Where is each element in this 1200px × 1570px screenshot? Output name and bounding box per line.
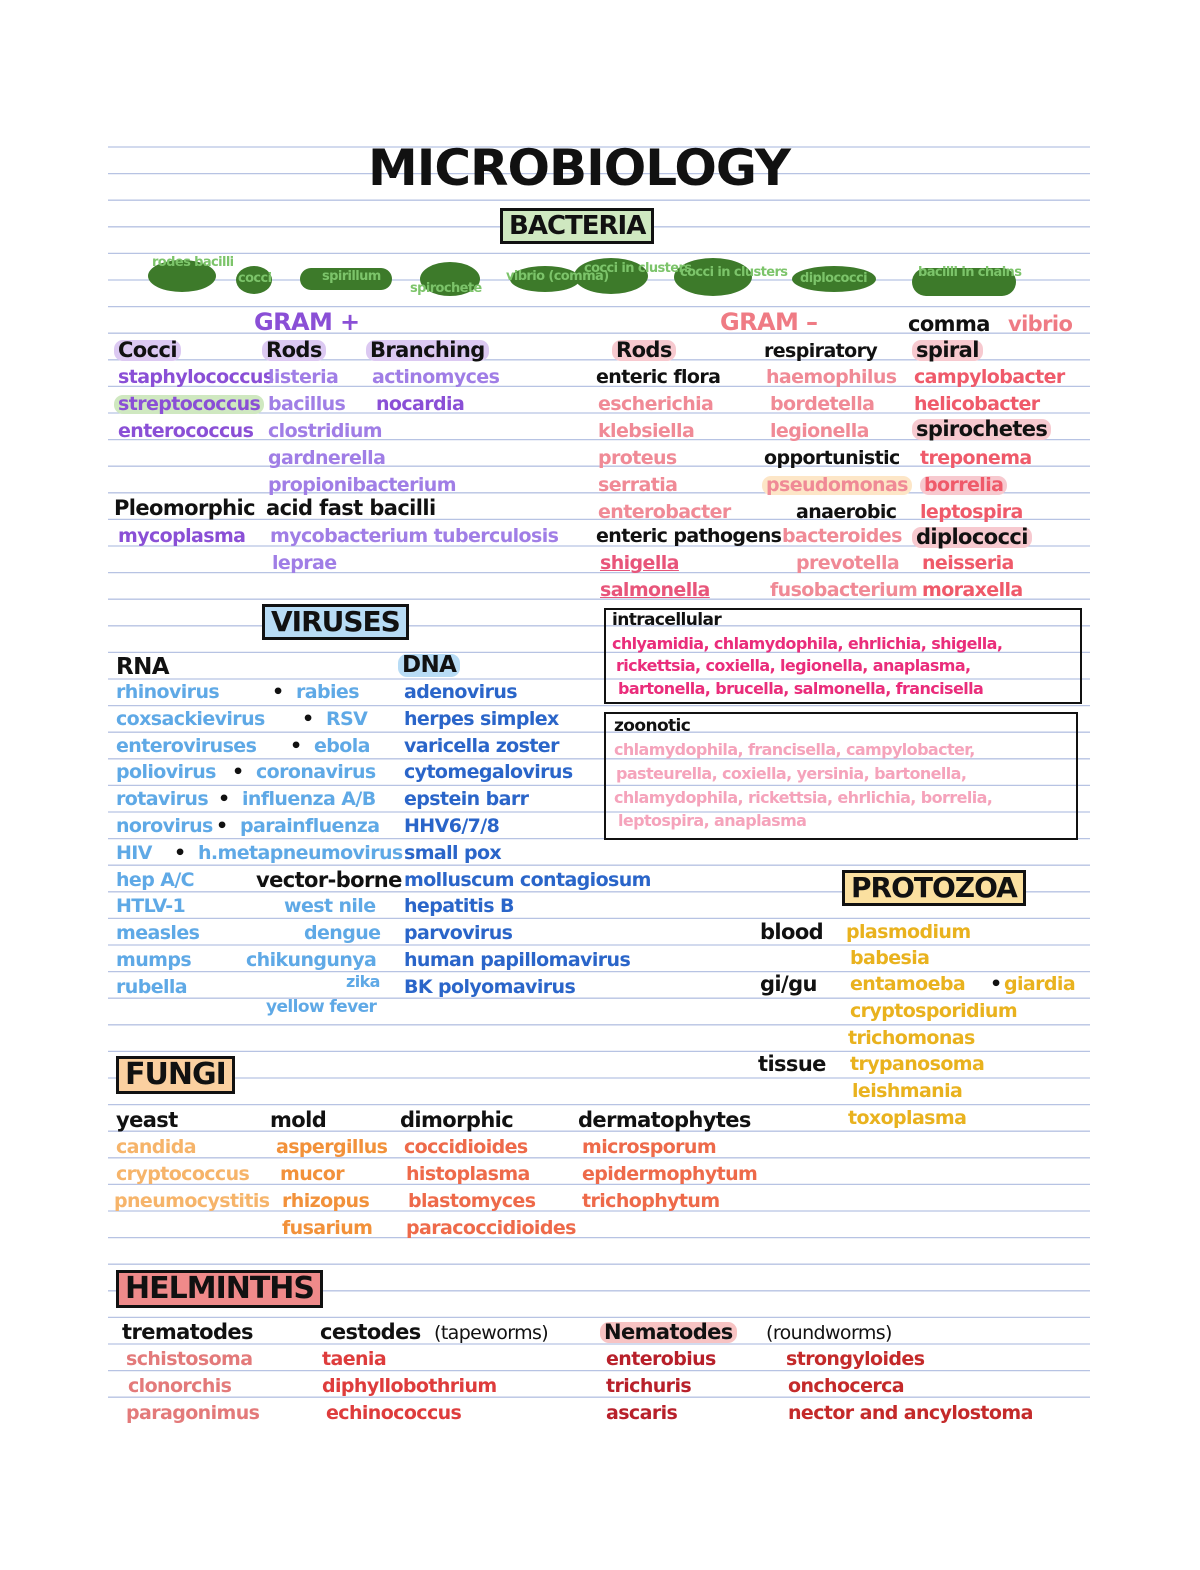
mycoplasma: mycoplasma bbox=[118, 525, 246, 547]
gram-negative-heading: GRAM – bbox=[720, 308, 818, 336]
virus-item: small pox bbox=[404, 841, 502, 864]
virus-item: rabies bbox=[296, 681, 359, 703]
paracoccidioides: paracoccidioides bbox=[406, 1217, 576, 1239]
virus-item: molluscum contagiosum bbox=[404, 868, 651, 891]
virus-item: ebola bbox=[314, 734, 370, 757]
virus-item: BK polyomavirus bbox=[404, 975, 576, 998]
enteric-flora-label: enteric flora bbox=[596, 366, 721, 388]
giardia: giardia bbox=[1004, 973, 1076, 995]
rhizopus: rhizopus bbox=[282, 1190, 370, 1212]
virus-item: poliovirus bbox=[116, 761, 216, 784]
virus-bullet: • bbox=[290, 734, 302, 757]
comma-label: comma bbox=[908, 312, 990, 336]
virus-item: herpes simplex bbox=[404, 707, 559, 730]
dengue: dengue bbox=[304, 922, 381, 944]
dimorphic-heading: dimorphic bbox=[400, 1108, 514, 1132]
borrelia: borrelia bbox=[920, 476, 1007, 495]
shape-label: diplococci bbox=[800, 271, 867, 286]
anaerobic-label: anaerobic bbox=[796, 501, 897, 523]
fungi-heading: FUNGI bbox=[116, 1056, 235, 1094]
gardnerella: gardnerella bbox=[268, 447, 386, 469]
coccidioides: coccidioides bbox=[404, 1136, 528, 1158]
enterobius: enterobius bbox=[606, 1348, 716, 1370]
microsporum: microsporum bbox=[582, 1136, 717, 1158]
listeria: listeria bbox=[268, 366, 339, 388]
clostridium: clostridium bbox=[268, 420, 382, 442]
virus-item: coronavirus bbox=[256, 761, 376, 784]
virus-item: HIV bbox=[116, 841, 152, 864]
gi-gu-label: gi/gu bbox=[760, 972, 817, 996]
branching-heading: Branching bbox=[366, 340, 489, 361]
nematodes-note: (roundworms) bbox=[766, 1322, 892, 1344]
cryptosporidium: cryptosporidium bbox=[850, 1000, 1018, 1022]
virus-bullet: • bbox=[174, 841, 186, 864]
virus-item: coxsackievirus bbox=[116, 707, 265, 730]
salmonella: salmonella bbox=[600, 579, 710, 601]
virus-item: HHV6/7/8 bbox=[404, 815, 500, 837]
mucor: mucor bbox=[280, 1163, 345, 1185]
opportunistic-label: opportunistic bbox=[764, 447, 900, 469]
cryptococcus: cryptococcus bbox=[116, 1163, 250, 1185]
leishmania: leishmania bbox=[852, 1080, 963, 1102]
virus-item: influenza A/B bbox=[242, 788, 376, 811]
haemophilus: haemophilus bbox=[766, 366, 897, 388]
protozoa-heading: PROTOZOA bbox=[842, 870, 1026, 906]
cocci-heading: Cocci bbox=[114, 340, 181, 361]
histoplasma: histoplasma bbox=[406, 1163, 530, 1185]
schistosoma: schistosoma bbox=[126, 1348, 253, 1370]
dermatophytes-heading: dermatophytes bbox=[578, 1108, 751, 1132]
virus-item: enteroviruses bbox=[116, 734, 257, 757]
spirochetes-heading: spirochetes bbox=[912, 419, 1051, 440]
vector-borne-heading: vector-borne bbox=[256, 868, 402, 892]
zoonotic-line: pasteurella, coxiella, yersinia, bartonella, bbox=[616, 764, 967, 783]
spiral-heading: spiral bbox=[912, 340, 983, 361]
rna-heading: RNA bbox=[116, 654, 169, 680]
virus-item: HTLV-1 bbox=[116, 895, 186, 918]
legionella: legionella bbox=[770, 420, 869, 442]
respiratory-label: respiratory bbox=[764, 340, 878, 362]
fusobacterium: fusobacterium bbox=[770, 579, 918, 601]
yeast-heading: yeast bbox=[116, 1108, 178, 1132]
streptococcus: streptococcus bbox=[114, 395, 264, 414]
babesia: babesia bbox=[850, 947, 930, 969]
virus-bullet: • bbox=[218, 788, 230, 811]
zoonotic-line: chlamydophila, francisella, campylobacter, bbox=[614, 740, 975, 759]
enterobacter: enterobacter bbox=[598, 501, 731, 523]
aspergillus: aspergillus bbox=[276, 1136, 388, 1158]
neisseria: neisseria bbox=[922, 552, 1014, 574]
nector-ancylostoma: nector and ancylostoma bbox=[788, 1402, 1033, 1424]
acid-fast-heading: acid fast bacilli bbox=[266, 496, 436, 520]
bordetella: bordetella bbox=[770, 393, 875, 415]
mold-heading: mold bbox=[270, 1108, 327, 1132]
pseudomonas: pseudomonas bbox=[762, 476, 912, 495]
trichuris: trichuris bbox=[606, 1375, 692, 1397]
fusarium: fusarium bbox=[282, 1217, 373, 1239]
helicobacter: helicobacter bbox=[914, 393, 1040, 415]
bacillus: bacillus bbox=[268, 393, 346, 415]
onchocerca: onchocerca bbox=[788, 1375, 905, 1397]
taenia: taenia bbox=[322, 1348, 387, 1370]
virus-item: mumps bbox=[116, 949, 192, 971]
blood-label: blood bbox=[760, 920, 824, 944]
trypanosoma: trypanosoma bbox=[850, 1053, 985, 1075]
west-nile: west nile bbox=[284, 895, 376, 917]
intracellular-label: intracellular bbox=[612, 610, 722, 630]
virus-item: varicella zoster bbox=[404, 734, 559, 757]
virus-bullet: • bbox=[216, 815, 228, 837]
epidermophytum: epidermophytum bbox=[582, 1163, 758, 1185]
virus-item: measles bbox=[116, 922, 200, 945]
intracellular-line: chlyamidia, chlamydophila, ehrlichia, shigella, bbox=[612, 634, 1003, 653]
shape-label: spirochete bbox=[410, 281, 482, 296]
viruses-heading: VIRUSES bbox=[262, 604, 409, 640]
virus-item: adenovirus bbox=[404, 681, 517, 703]
escherichia: escherichia bbox=[598, 393, 714, 415]
virus-item: epstein barr bbox=[404, 788, 529, 811]
bacteroides: bacteroides bbox=[782, 525, 902, 547]
dna-heading: DNA bbox=[398, 654, 460, 677]
yellow-fever: yellow fever bbox=[266, 997, 377, 1017]
paragonimus: paragonimus bbox=[126, 1402, 260, 1424]
prevotella: prevotella bbox=[796, 552, 900, 574]
virus-bullet: • bbox=[302, 707, 314, 730]
shape-label: vibrio (comma) bbox=[506, 269, 609, 284]
ascaris: ascaris bbox=[606, 1402, 678, 1424]
gram-positive-heading: GRAM + bbox=[254, 308, 360, 336]
helminths-heading: HELMINTHS bbox=[116, 1270, 323, 1308]
moraxella: moraxella bbox=[922, 579, 1023, 601]
intracellular-line: rickettsia, coxiella, legionella, anaplasma, bbox=[616, 656, 971, 675]
toxoplasma: toxoplasma bbox=[848, 1107, 967, 1129]
virus-item: rubella bbox=[116, 975, 188, 998]
virus-item: hepatitis B bbox=[404, 895, 514, 918]
trichomonas: trichomonas bbox=[848, 1027, 975, 1049]
virus-item: RSV bbox=[326, 707, 368, 730]
zoonotic-line: chlamydophila, rickettsia, ehrlichia, borrelia, bbox=[614, 788, 993, 807]
diphyllobothrium: diphyllobothrium bbox=[322, 1375, 497, 1397]
diplococci-heading: diplococci bbox=[912, 527, 1032, 548]
vibrio-label: vibrio bbox=[1008, 312, 1073, 336]
gram-pos-rods-heading: Rods bbox=[262, 340, 326, 361]
proteus: proteus bbox=[598, 447, 677, 469]
zoonotic-label: zoonotic bbox=[614, 716, 691, 736]
clonorchis: clonorchis bbox=[128, 1375, 232, 1397]
enteric-pathogens-label: enteric pathogens bbox=[596, 525, 782, 547]
leprae: leprae bbox=[272, 552, 337, 574]
trichophytum: trichophytum bbox=[582, 1190, 720, 1212]
shape-label: cocci in clusters bbox=[680, 265, 788, 280]
shape-label: cocci bbox=[238, 271, 272, 286]
leptospira: leptospira bbox=[920, 501, 1023, 523]
virus-item: rotavirus bbox=[116, 788, 209, 811]
campylobacter: campylobacter bbox=[914, 366, 1065, 388]
klebsiella: klebsiella bbox=[598, 420, 695, 442]
virus-item: h.metapneumovirus bbox=[198, 841, 403, 864]
virus-item: parainfluenza bbox=[240, 815, 380, 837]
zoonotic-line: leptospira, anaplasma bbox=[618, 811, 807, 830]
actinomyces: actinomyces bbox=[372, 366, 500, 388]
shigella: shigella bbox=[600, 552, 679, 574]
plasmodium: plasmodium bbox=[846, 921, 971, 943]
virus-item: human papillomavirus bbox=[404, 949, 631, 971]
serratia: serratia bbox=[598, 474, 678, 496]
pleomorphic-heading: Pleomorphic bbox=[114, 496, 255, 520]
shape-label: bacilli in chains bbox=[918, 265, 1022, 280]
shape-label: rodes bacilli bbox=[152, 255, 234, 270]
gram-neg-rods-heading: Rods bbox=[612, 340, 676, 361]
mycobacterium-tuberculosis: mycobacterium tuberculosis bbox=[270, 525, 559, 547]
virus-item: rhinovirus bbox=[116, 681, 220, 703]
virus-bullet: • bbox=[272, 681, 284, 703]
pneumocystitis: pneumocystitis bbox=[114, 1190, 270, 1212]
nocardia: nocardia bbox=[376, 393, 465, 415]
virus-bullet: • bbox=[232, 761, 244, 784]
propionibacterium: propionibacterium bbox=[268, 474, 456, 496]
virus-item: norovirus bbox=[116, 815, 213, 837]
strongyloides: strongyloides bbox=[786, 1348, 925, 1370]
tissue-label: tissue bbox=[758, 1052, 826, 1076]
virus-item: hep A/C bbox=[116, 868, 195, 891]
virus-item: cytomegalovirus bbox=[404, 761, 573, 784]
page-title: MICROBIOLOGY bbox=[368, 139, 791, 197]
blastomyces: blastomyces bbox=[408, 1190, 536, 1212]
chikungunya: chikungunya bbox=[246, 949, 377, 971]
cestodes-heading: cestodes bbox=[320, 1320, 421, 1344]
trematodes-heading: trematodes bbox=[122, 1320, 253, 1344]
virus-item: parvovirus bbox=[404, 922, 513, 945]
treponema: treponema bbox=[920, 447, 1032, 469]
nematodes-heading: Nematodes bbox=[600, 1322, 737, 1343]
candida: candida bbox=[116, 1136, 196, 1158]
intracellular-line: bartonella, brucella, salmonella, francisella bbox=[618, 679, 984, 698]
entamoeba: entamoeba bbox=[850, 973, 966, 995]
cestodes-note: (tapeworms) bbox=[434, 1322, 549, 1344]
echinococcus: echinococcus bbox=[326, 1402, 462, 1424]
shape-label: cocci in clusters bbox=[584, 261, 692, 276]
zika: zika bbox=[346, 972, 380, 991]
enterococcus: enterococcus bbox=[118, 420, 254, 442]
gigu-bullet: • bbox=[990, 973, 1002, 995]
bacteria-heading: BACTERIA bbox=[500, 208, 654, 244]
staphylococcus: staphylococcus bbox=[118, 366, 274, 388]
shape-label: spirillum bbox=[322, 269, 381, 284]
